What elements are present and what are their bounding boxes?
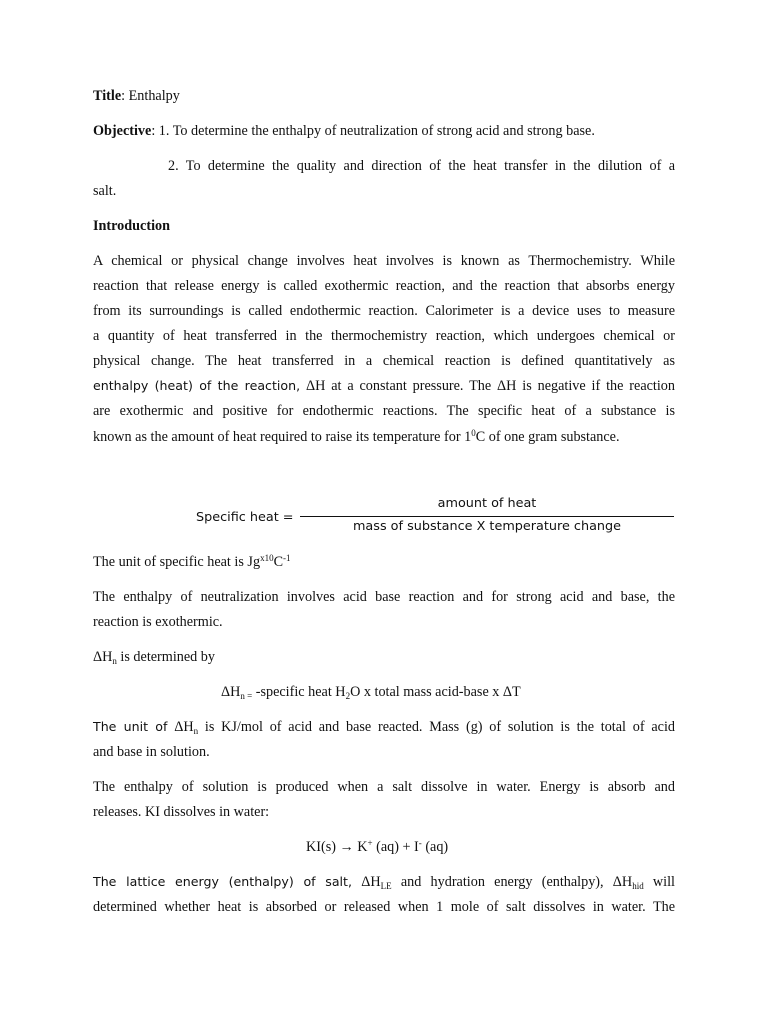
- eq-sub-2: 2: [345, 691, 351, 701]
- formula-lhs: Specific heat =: [196, 510, 294, 525]
- introduction-heading: Introduction: [93, 218, 170, 234]
- solution-line-1: The enthalpy of solution is produced when a salt dissolve in water. Energy is absorb and: [93, 779, 675, 795]
- unit-delta-h: ΔH: [167, 719, 194, 735]
- lattice-sub-le: LE: [380, 881, 392, 891]
- unit-line-a: The unit of specific heat is Jg: [93, 554, 261, 570]
- objective-line-1: [93, 122, 595, 140]
- sub-n: n: [112, 656, 117, 666]
- intro-line-5: physical change. The heat transferred in a chemical reaction is defined quantitatively as: [93, 353, 675, 369]
- intro-line-4: a quantity of heat transferred in the thermochemistry reaction, which undergoes chemical or: [93, 328, 675, 344]
- intro-line-6-sans: enthalpy (heat) of the reaction,: [93, 378, 301, 393]
- unit-text: is KJ/mol of acid and base reacted. Mass (g) of solution is the total of acid: [198, 719, 675, 735]
- solution-line-2: releases. KI dissolves in water:: [93, 804, 270, 820]
- determined-text: is determined by: [116, 649, 215, 665]
- unit-sub-n: n: [193, 726, 199, 736]
- objective-item-1: : 1. To determine the enthalpy of neutralization of strong acid and strong base.: [151, 123, 595, 139]
- neutralization-equation: [221, 683, 521, 701]
- eq-sub: n =: [240, 691, 253, 701]
- lattice-b: and hydration energy (enthalpy), ΔH: [391, 874, 633, 890]
- intro-line-8-a: known as the amount of heat required to raise its temperature for 1: [93, 429, 472, 445]
- degree-superscript: 0: [471, 428, 476, 438]
- lattice-sans: The lattice energy (enthalpy) of salt,: [93, 874, 352, 889]
- title-text: : Enthalpy: [121, 88, 180, 104]
- specific-heat-unit-line: [93, 553, 291, 571]
- intro-line-7: are exothermic and positive for endothermic reactions. The specific heat of a substance is: [93, 403, 675, 419]
- intro-line-2: reaction that release energy is called exothermic reaction, and the reaction that absorbs energy: [93, 278, 675, 294]
- ki-eq-a: KI(s) → K: [306, 839, 368, 855]
- neutralization-line-1: The enthalpy of neutralization involves acid base reaction and for strong acid and base, the: [93, 589, 675, 605]
- lattice-c: will: [643, 874, 676, 890]
- lattice-sub-hid: hid: [632, 881, 644, 891]
- formula-denominator: mass of substance X temperature change: [352, 519, 622, 534]
- lattice-line: [93, 873, 675, 891]
- delta-hn-unit-line-2: and base in solution.: [93, 744, 210, 760]
- eq-part-c: O x total mass acid-base x ΔT: [350, 684, 521, 700]
- unit-sans: The unit of: [93, 719, 168, 734]
- title-line: [93, 87, 180, 105]
- ki-eq-b: (aq) + I: [372, 839, 419, 855]
- delta-hn-determined: [93, 648, 215, 666]
- intro-line-8: [93, 428, 620, 446]
- ki-eq-sup-plus: +: [367, 838, 373, 848]
- objective-label: Objective: [93, 123, 152, 139]
- intro-line-6: [93, 377, 675, 395]
- ki-equation: [306, 838, 448, 856]
- unit-sup-2: -1: [283, 553, 291, 563]
- unit-line-b: C: [273, 554, 284, 570]
- delta-hn-unit-line: [93, 718, 675, 736]
- intro-line-3: from its surroundings is called endothermic reaction. Calorimeter is a device uses to measure: [93, 303, 675, 319]
- ki-eq-c: (aq): [421, 839, 449, 855]
- objective-item-2-cont: salt.: [93, 183, 117, 199]
- formula-numerator: amount of heat: [437, 496, 537, 511]
- intro-line-6-rest: ΔH at a constant pressure. The ΔH is negative if the reaction: [300, 378, 675, 394]
- intro-line-8-b: C of one gram substance.: [475, 429, 620, 445]
- eq-delta-h: ΔH: [221, 684, 241, 700]
- neutralization-line-2: reaction is exothermic.: [93, 614, 223, 630]
- lattice-a: ΔH: [352, 874, 381, 890]
- unit-sup-1: x10: [260, 553, 274, 563]
- intro-line-1: A chemical or physical change involves heat involves is known as Thermochemistry. While: [93, 253, 675, 269]
- solution-last-line: determined whether heat is absorbed or released when 1 mole of salt dissolves in water. The: [93, 899, 675, 915]
- ki-eq-sup-minus: -: [418, 838, 422, 848]
- delta-h: ΔH: [93, 649, 113, 665]
- title-label: Title: [93, 88, 122, 104]
- eq-part-b: -specific heat H: [252, 684, 346, 700]
- objective-item-2: 2. To determine the quality and direction of the heat transfer in the dilution of a: [168, 158, 675, 174]
- fraction-bar: [300, 516, 674, 517]
